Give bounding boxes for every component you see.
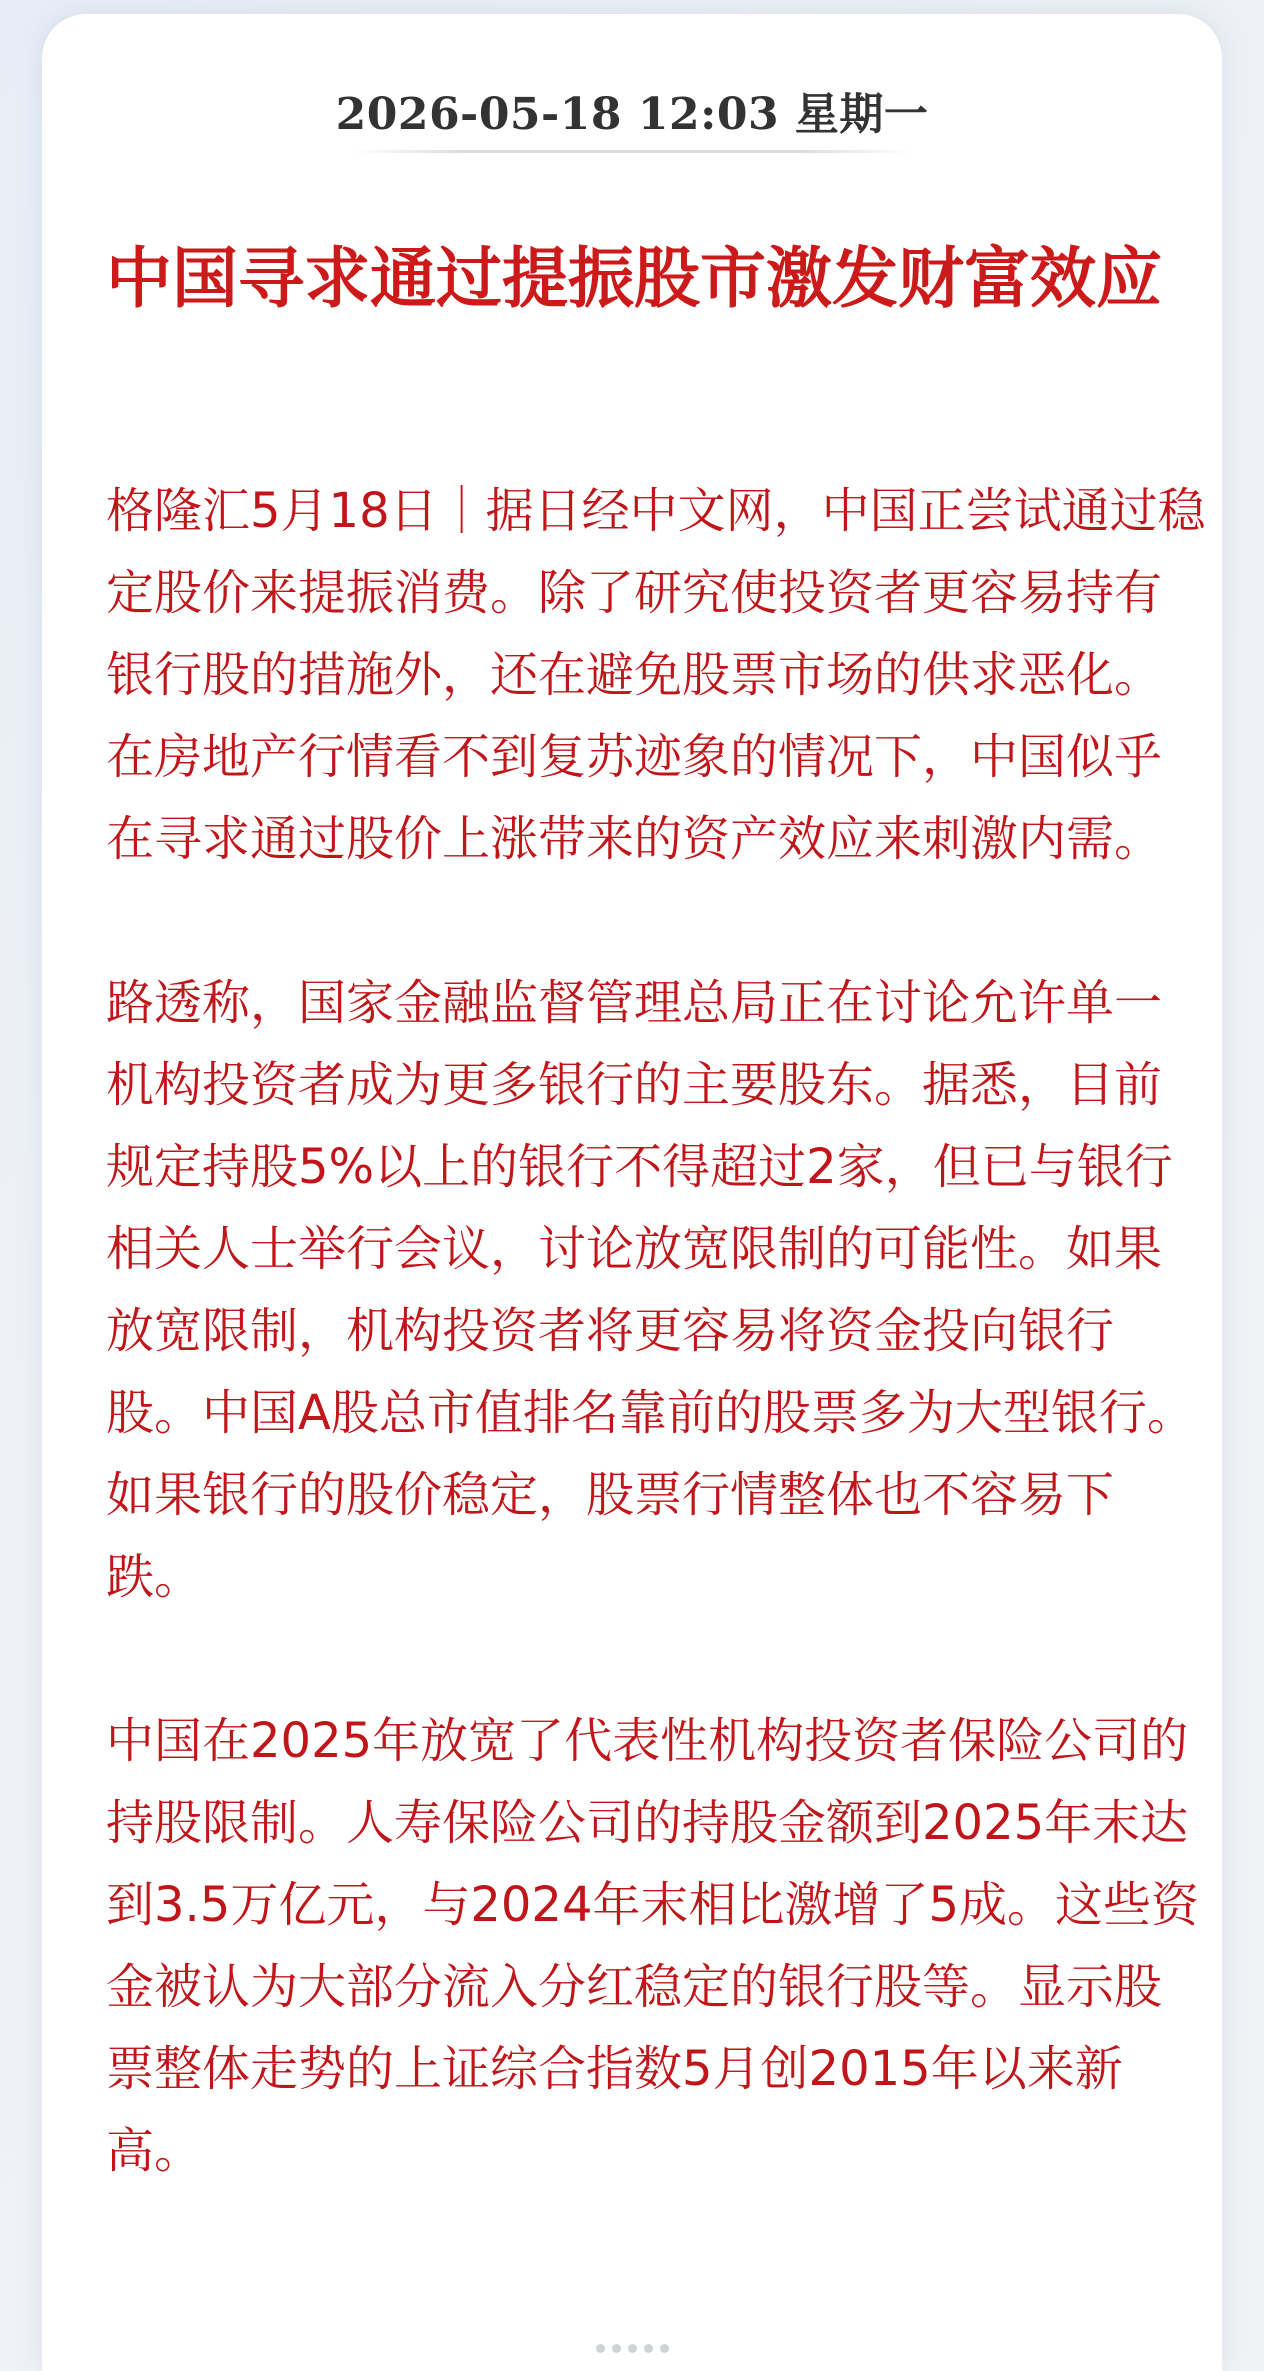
dot-icon xyxy=(612,2344,621,2353)
article-card xyxy=(42,14,1222,2371)
article-paragraph-2: 路透称，国家金融监督管理总局正在讨论允许单一机构投资者成为更多银行的主要股东。据悉，目前规定持股5%以上的银行不得超过2家，但已与银行相关人士举行会议，讨论放宽限制的可能性。如果放宽限制，机构投资者将更容易将资金投向银行股。中国A股总市值排名靠前的股票多为大型银行。如果银行的股价稳定，股票行情整体也不容易下跌。 xyxy=(106,975,1195,1605)
article-body xyxy=(106,470,1206,2192)
article-paragraph-1: 格隆汇5月18日｜据日经中文网，中国正尝试通过稳定股价来提振消费。除了研究使投资者更容易持有银行股的措施外，还在避免股票市场的供求恶化。在房地产行情看不到复苏迹象的情况下，中国似乎在寻求通过股价上涨带来的资产效应来刺激内需。 xyxy=(106,483,1206,867)
dot-icon xyxy=(596,2344,605,2353)
article-paragraph-3: 中国在2025年放宽了代表性机构投资者保险公司的持股限制。人寿保险公司的持股金额到2025年末达到3.5万亿元，与2024年末相比激增了5成。这些资金被认为大部分流入分红稳定的银行股等。显示股票整体走势的上证综合指数5月创2015年以来新高。 xyxy=(106,1713,1200,2179)
publish-date: 2026-05-18 12:03 星期一 xyxy=(335,89,929,140)
dot-icon xyxy=(628,2344,637,2353)
more-dots-icon[interactable] xyxy=(42,2344,1222,2353)
article-headline: 中国寻求通过提振股市激发财富效应 xyxy=(106,239,1162,317)
dot-icon xyxy=(660,2344,669,2353)
dot-icon xyxy=(644,2344,653,2353)
date-divider xyxy=(352,150,912,153)
